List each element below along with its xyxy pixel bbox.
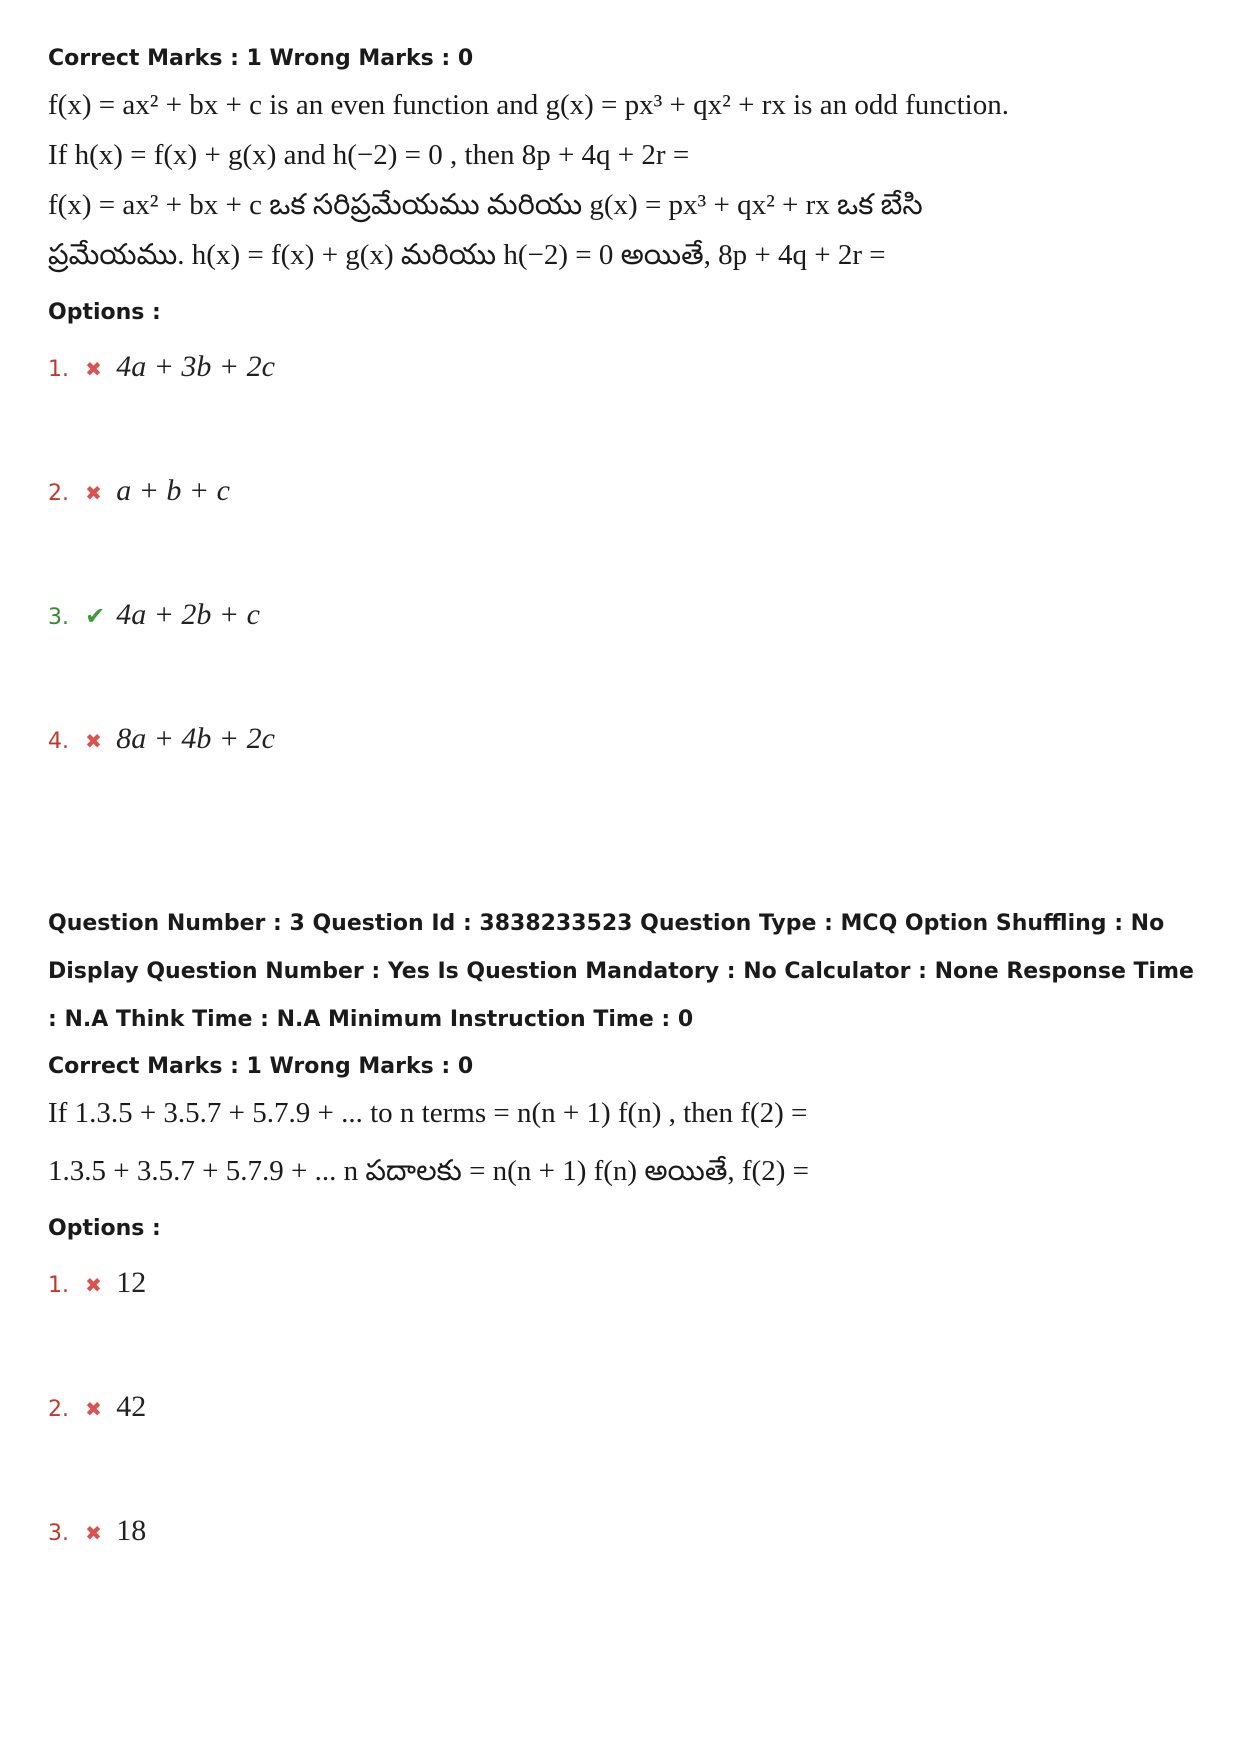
option-text: 4a + 2b + c	[116, 598, 260, 631]
question-2	[48, 44, 1208, 846]
correct-check-icon: ✔	[85, 602, 106, 630]
q3-option-3	[48, 1514, 1208, 1638]
option-text: a + b + c	[116, 474, 230, 507]
q2-line-3: f(x) = ax² + bx + c ఒక సరిప్రమేయము మరియు g(x) = px³ + qx² + rx ఒక బేసి	[48, 189, 923, 221]
option-text: 4a + 3b + 2c	[116, 350, 275, 383]
wrong-cross-icon: ✖	[85, 1521, 102, 1545]
q3-metadata: Question Number : 3 Question Id : 3838233523 Question Type : MCQ Option Shuffling : No Display Question Number : Yes Is Question Mandatory : No Calculator : None Response Time : N.A Think Time : N.A Minimum Instruction Time : 0	[48, 911, 1194, 1032]
q3-options-label: Options :	[48, 1216, 161, 1241]
wrong-cross-icon: ✖	[85, 729, 102, 753]
option-text: 42	[116, 1390, 147, 1423]
q2-question-text	[48, 80, 1208, 280]
option-text: 12	[116, 1266, 147, 1299]
option-number: 2.	[48, 481, 69, 506]
q3-marks: Correct Marks : 1 Wrong Marks : 0	[48, 1054, 474, 1079]
q2-line-1: f(x) = ax² + bx + c is an even function and g(x) = px³ + qx² + rx is an odd function.	[48, 89, 1009, 121]
wrong-cross-icon: ✖	[85, 357, 102, 381]
q2-option-1	[48, 350, 1208, 474]
option-number: 3.	[48, 1521, 69, 1546]
q3-line-2: 1.3.5 + 3.5.7 + 5.7.9 + ... n పదాలకు = n(n + 1) f(n) అయితే, f(2) =	[48, 1155, 809, 1187]
wrong-cross-icon: ✖	[85, 1273, 102, 1297]
q3-option-2	[48, 1390, 1208, 1514]
q2-options	[48, 350, 1208, 846]
q2-marks: Correct Marks : 1 Wrong Marks : 0	[48, 46, 474, 71]
q3-options	[48, 1266, 1208, 1638]
question-paper-page	[48, 44, 1208, 1638]
q2-option-2	[48, 474, 1208, 598]
q2-option-3	[48, 598, 1208, 722]
q3-option-1	[48, 1266, 1208, 1390]
option-number: 2.	[48, 1397, 69, 1422]
q2-option-4	[48, 722, 1208, 846]
option-text: 18	[116, 1514, 147, 1547]
q2-line-2: If h(x) = f(x) + g(x) and h(−2) = 0 , then 8p + 4q + 2r =	[48, 139, 690, 171]
option-number: 1.	[48, 357, 69, 382]
q2-line-4: ప్రమేయము. h(x) = f(x) + g(x) మరియు h(−2) = 0 అయితే, 8p + 4q + 2r =	[48, 239, 886, 271]
q3-line-1: If 1.3.5 + 3.5.7 + 5.7.9 + ... to n terms = n(n + 1) f(n) , then f(2) =	[48, 1097, 808, 1129]
question-3	[48, 900, 1208, 1638]
wrong-cross-icon: ✖	[85, 1397, 102, 1421]
option-number: 4.	[48, 729, 69, 754]
option-text: 8a + 4b + 2c	[116, 722, 275, 755]
q2-options-label: Options :	[48, 300, 161, 325]
option-number: 1.	[48, 1273, 69, 1298]
q3-question-text	[48, 1088, 1208, 1196]
wrong-cross-icon: ✖	[85, 481, 102, 505]
option-number: 3.	[48, 605, 69, 630]
